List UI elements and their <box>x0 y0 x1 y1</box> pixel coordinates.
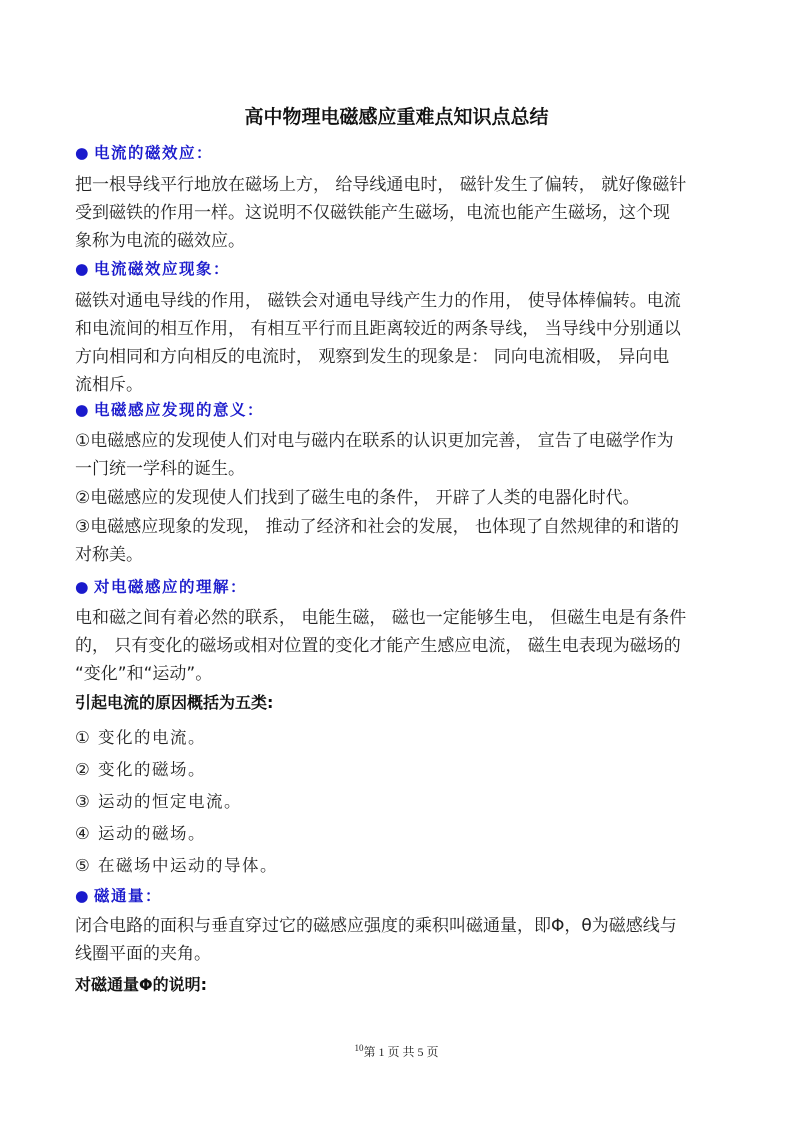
text-line: ②电磁感应的发现使人们找到了磁生电的条件， 开辟了人类的电器化时代。 <box>75 488 640 508</box>
significance-paragraph-3 <box>75 513 727 569</box>
footer-prefix: 10 <box>354 1043 364 1053</box>
significance-paragraph-1 <box>75 427 727 483</box>
section-body-understanding <box>75 604 727 688</box>
text-line: 受到磁铁的作用一样。这说明不仅磁铁能产生磁场，电流也能产生磁场，这个现 <box>75 203 670 223</box>
page-footer <box>0 1043 793 1060</box>
text-line: 流相斥。 <box>75 375 143 395</box>
significance-paragraph-2 <box>75 484 727 512</box>
cause-list-item: ② 变化的磁场。 <box>75 760 207 779</box>
bullet-icon: ● <box>75 260 91 278</box>
cause-list-item: ④ 运动的磁场。 <box>75 824 207 843</box>
text-line: 磁铁对通电导线的作用， 磁铁会对通电导线产生力的作用， 使导体棒偏转。电流 <box>75 291 681 311</box>
section-body-magnetic-flux <box>75 912 727 968</box>
bullet-icon: ● <box>75 401 91 419</box>
page-number: 第 1 页 共 5 页 <box>363 1045 439 1059</box>
heading-text: 对电磁感应的理解： <box>94 578 248 596</box>
causes-subheading: 引起电流的原因概括为五类: <box>75 693 274 712</box>
text-line: 线圈平面的夹角。 <box>75 944 211 964</box>
cause-list-item: ③ 运动的恒定电流。 <box>75 792 243 811</box>
text-line: ③电磁感应现象的发现， 推动了经济和社会的发展， 也体现了自然规律的和谐的 <box>75 517 680 537</box>
section-heading-significance <box>75 398 264 420</box>
text-line: 闭合电路的面积与垂直穿过它的磁感应强度的乘积叫磁通量，即Φ，θ为磁感线与 <box>75 916 677 936</box>
heading-text: 电磁感应发现的意义： <box>94 401 265 419</box>
text-line: 一门统一学科的诞生。 <box>75 459 245 479</box>
text-line: ①电磁感应的发现使人们对电与磁内在联系的认识更加完善， 宣告了电磁学作为 <box>75 431 674 451</box>
document-title: 高中物理电磁感应重难点知识点总结 <box>244 106 549 128</box>
text-line: 方向相同和方向相反的电流时， 观察到发生的现象是： 同向电流相吸， 异向电 <box>75 347 670 367</box>
text-line: 把一根导线平行地放在磁场上方， 给导线通电时， 磁针发生了偏转， 就好像磁针 <box>75 175 687 195</box>
flux-explanation-subheading: 对磁通量Φ的说明: <box>75 975 208 994</box>
text-line: 和电流间的相互作用， 有相互平行而且距离较近的两条导线， 当导线中分别通以 <box>75 319 681 339</box>
cause-list-item: ① 变化的电流。 <box>75 728 207 747</box>
section-heading-magnetic-flux <box>75 884 162 906</box>
text-line: “变化”和“运动”。 <box>75 664 213 684</box>
section-body-magnetic-effect <box>75 171 727 255</box>
heading-text: 电流的磁效应： <box>94 144 214 162</box>
heading-text: 磁通量： <box>94 887 163 905</box>
cause-list-item: ⑤ 在磁场中运动的导体。 <box>75 856 279 875</box>
bullet-icon: ● <box>75 578 91 596</box>
text-line: 象称为电流的磁效应。 <box>75 231 245 251</box>
section-heading-magnetic-effect <box>75 141 213 163</box>
section-heading-understanding <box>75 575 247 597</box>
heading-text: 电流磁效应现象： <box>94 260 231 278</box>
section-body-phenomena <box>75 287 727 399</box>
bullet-icon: ● <box>75 144 91 162</box>
text-line: 电和磁之间有着必然的联系， 电能生磁， 磁也一定能够生电， 但磁生电是有条件 <box>75 608 687 628</box>
section-heading-phenomena <box>75 257 230 279</box>
text-line: 对称美。 <box>75 545 143 565</box>
bullet-icon: ● <box>75 887 91 905</box>
text-line: 的， 只有变化的磁场或相对位置的变化才能产生感应电流， 磁生电表现为磁场的 <box>75 636 681 656</box>
